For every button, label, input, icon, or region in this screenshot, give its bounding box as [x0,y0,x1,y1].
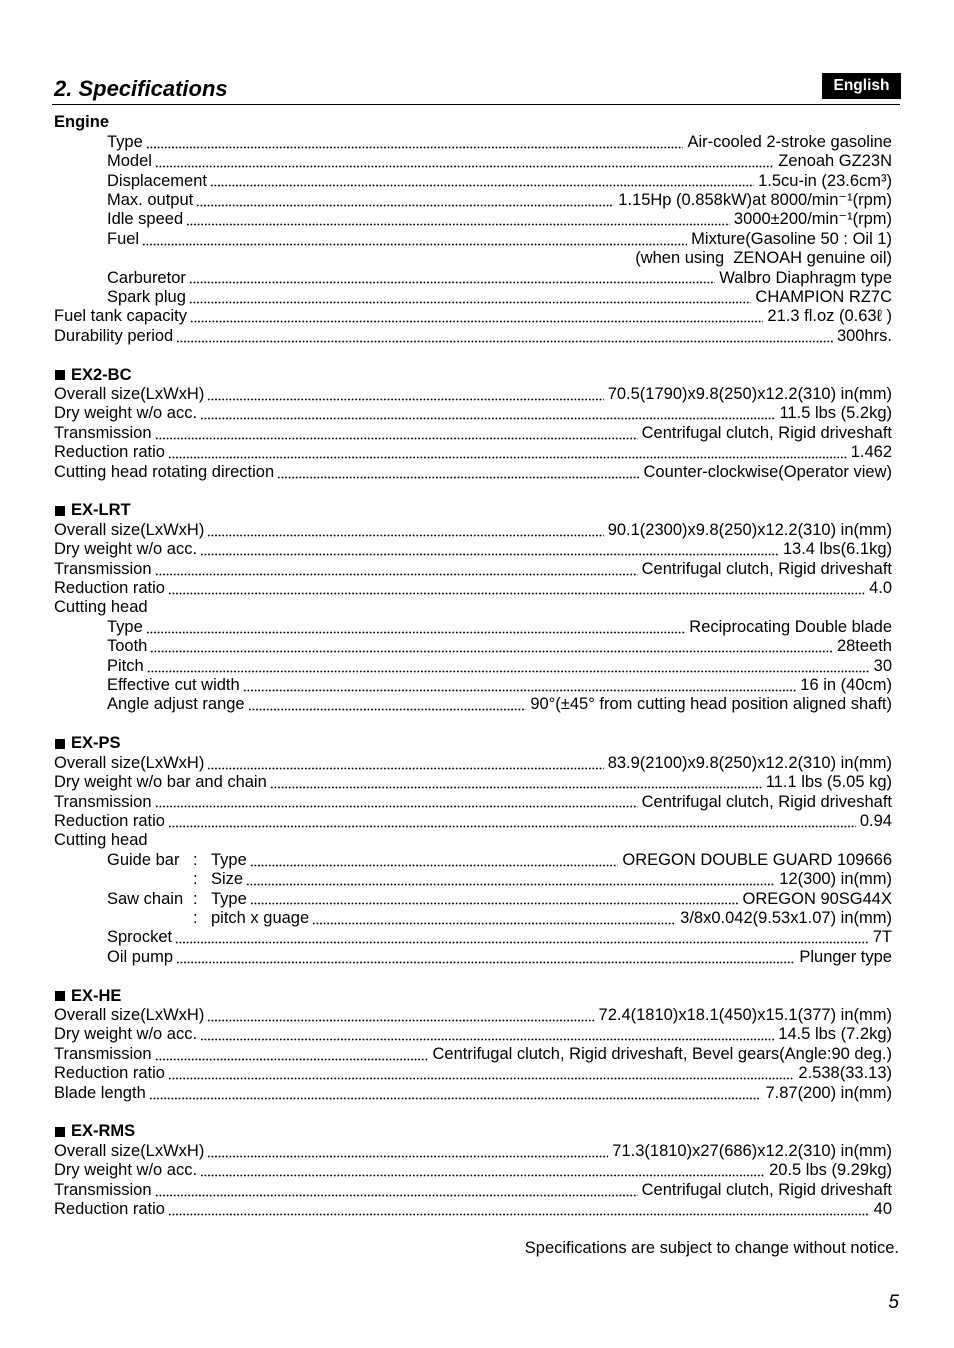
spec-value: 40 [873,1200,892,1219]
spec-value: Centrifugal clutch, Rigid driveshaft [641,792,892,811]
spec-row [54,793,892,812]
spec-row [54,521,892,540]
dot-leader [155,793,638,812]
spec-value: 28teeth [836,637,892,656]
spec-row [54,560,892,579]
spec-row [54,928,892,947]
spec-value: 72.4(1810)x18.1(450)x15.1(377) in(mm) [598,1005,892,1024]
dot-leader [210,172,754,191]
dot-leader [155,1045,429,1064]
spec-sublabel: Type [211,889,247,908]
label-separator: : [193,850,198,869]
spec-value: 14.5 lbs (7.2kg) [778,1025,892,1044]
dot-leader [142,230,687,249]
spec-row [54,540,892,559]
dot-leader [146,133,684,152]
spec-row [54,385,892,404]
section-heading [54,113,892,132]
spec-row [54,637,892,656]
dot-leader [155,424,638,443]
spec-label: Transmission [54,792,152,811]
dot-leader [155,152,774,171]
dot-leader [207,1006,594,1025]
spec-value: 300hrs. [836,326,892,345]
spec-value: Counter-clockwise(Operator view) [643,462,892,481]
spec-label: Pitch [107,656,144,675]
change-notice: Specifications are subject to change without notice. [524,1239,899,1258]
spec-label: Type [107,617,143,636]
spec-value: Mixture(Gasoline 50 : Oil 1) [691,229,892,248]
spec-row [54,909,892,928]
spec-row [54,443,892,462]
dot-leader [150,637,833,656]
spec-value: 21.3 fl.oz (0.63ℓ ) [767,307,892,326]
language-badge: English [822,73,901,99]
spec-label: Model [107,152,152,171]
spec-value: 20.5 lbs (9.29kg) [769,1161,892,1180]
spec-value: 1.15Hp (0.858kW)at 8000/min⁻¹(rpm) [618,190,892,209]
dot-leader [168,1064,794,1083]
dot-leader [155,560,638,579]
dot-leader [200,1025,774,1044]
spec-label: Reduction ratio [54,443,165,462]
spec-value: 90.1(2300)x9.8(250)x12.2(310) in(mm) [607,520,892,539]
spec-row [54,1181,892,1200]
spec-label: Sprocket [107,928,173,947]
dot-leader [189,269,715,288]
spec-label: Guide bar [107,850,180,869]
dot-leader [270,773,762,792]
spec-value: Plunger type [799,947,892,966]
spec-label: Reduction ratio [54,1200,165,1219]
spec-row [54,579,892,598]
spec-value: 16 in (40cm) [800,676,892,695]
dot-leader [176,948,795,967]
dot-leader [168,1200,870,1219]
section-heading-text: EX-PS [71,734,121,753]
spec-label: Tooth [107,637,148,656]
dot-leader [248,695,527,714]
spec-row [54,618,892,637]
spec-row [54,1084,892,1103]
spec-label: Blade length [54,1083,146,1102]
spec-label: Dry weight w/o acc. [54,540,198,559]
dot-leader [168,812,856,831]
spec-value: Centrifugal clutch, Rigid driveshaft [641,1180,892,1199]
spec-value: 4.0 [869,579,892,598]
spec-row [54,695,892,714]
spec-value: Walbro Diaphragm type [719,268,892,287]
spec-value: 3000±200/min⁻¹(rpm) [733,210,892,229]
spec-value: 12(300) in(mm) [779,870,892,889]
spec-value: 0.94 [859,811,892,830]
spec-value: 7.87(200) in(mm) [765,1083,892,1102]
spec-label: Transmission [54,1180,152,1199]
spec-label: Overall size(LxWxH) [54,1141,205,1160]
black-square-icon [55,991,65,1001]
spec-row [54,172,892,191]
dot-leader [250,890,739,909]
dot-leader [146,618,686,637]
dot-leader [149,1084,762,1103]
black-square-icon [55,370,65,380]
spec-label: Type [107,132,143,151]
spec-row [54,851,892,870]
spec-section [54,366,892,482]
spec-section [54,734,892,967]
spec-value: 83.9(2100)x9.8(250)x12.2(310) in(mm) [607,753,892,772]
spec-row [54,890,892,909]
dot-leader [207,1142,608,1161]
spec-row [54,133,892,152]
dot-leader [207,385,603,404]
spec-label: Cutting head [54,598,148,617]
section-heading-text: EX-RMS [71,1122,136,1141]
label-separator: : [193,889,198,908]
spec-row [54,307,892,326]
spec-row [54,676,892,695]
spec-row [54,1064,892,1083]
dot-leader [196,191,614,210]
label-spacer [107,870,193,889]
spec-group-label [54,598,892,617]
spec-value: CHAMPION RZ7C [755,287,892,306]
dot-leader [155,1181,638,1200]
spec-value: 71.3(1810)x27(686)x12.2(310) in(mm) [612,1141,892,1160]
spec-value: 1.462 [850,443,892,462]
spec-row [54,210,892,229]
spec-label: Max. output [107,190,194,209]
dot-leader [190,307,763,326]
section-heading [54,987,892,1006]
dot-leader [200,404,775,423]
dot-leader [175,928,869,947]
spec-value: OREGON DOUBLE GUARD 109666 [622,850,892,869]
spec-sublabel: Type [211,850,247,869]
spec-label: Spark plug [107,287,186,306]
spec-row [54,948,892,967]
spec-row [54,657,892,676]
spec-sublabel: pitch x guage [211,908,310,927]
dot-leader [200,540,779,559]
spec-value: 2.538(33.13) [798,1064,892,1083]
label-separator: : [193,908,198,927]
dot-leader [312,909,676,928]
spec-row [54,230,892,249]
section-heading-text: Engine [54,113,110,132]
section-heading [54,366,892,385]
spec-label: Dry weight w/o acc. [54,1025,198,1044]
spec-value: 13.4 lbs(6.1kg) [782,540,892,559]
spec-row [54,1045,892,1064]
spec-row [54,424,892,443]
dot-leader [207,521,603,540]
spec-value: 90°(±45° from cutting head position aligned shaft) [530,695,892,714]
spec-value: Reciprocating Double blade [689,617,892,636]
header-rule [52,104,900,106]
spec-label: Idle speed [107,210,184,229]
dot-leader [207,754,603,773]
spec-label: Reduction ratio [54,811,165,830]
spec-row [54,327,892,346]
spec-label: Cutting head rotating direction [54,462,275,481]
dot-leader [186,210,730,229]
spec-label: Transmission [54,1044,152,1063]
dot-leader [168,443,847,462]
spec-row [54,773,892,792]
spec-label: Dry weight w/o acc. [54,404,198,423]
spec-row [54,269,892,288]
dot-leader [277,463,639,482]
spec-value: Centrifugal clutch, Rigid driveshaft [641,559,892,578]
spec-value: Air-cooled 2-stroke gasoline [687,132,892,151]
spec-label: Cutting head [54,831,148,850]
spec-label: Angle adjust range [107,695,245,714]
spec-label: Overall size(LxWxH) [54,384,205,403]
spec-row [54,754,892,773]
spec-value-continued [54,249,892,268]
spec-label: Effective cut width [107,676,240,695]
spec-value: 30 [873,656,892,675]
page-number: 5 [888,1292,899,1313]
spec-label: Dry weight w/o bar and chain [54,773,267,792]
spec-row [54,812,892,831]
section-heading [54,734,892,753]
dot-leader [168,579,865,598]
section-heading-text: EX-HE [71,986,122,1005]
specifications-list [54,113,892,1219]
section-heading [54,1122,892,1141]
section-heading-text: EX-LRT [71,501,131,520]
spec-section [54,501,892,714]
dot-leader [243,676,797,695]
spec-section [54,1122,892,1219]
spec-row [54,1006,892,1025]
spec-value: 11.5 lbs (5.2kg) [779,404,892,423]
spec-value: OREGON 90SG44X [742,889,892,908]
spec-label: Displacement [107,171,207,190]
spec-value: 70.5(1790)x9.8(250)x12.2(310) in(mm) [607,384,892,403]
black-square-icon [55,1127,65,1137]
spec-row [54,1142,892,1161]
spec-row [54,288,892,307]
spec-row [54,1025,892,1044]
spec-label: Fuel [107,229,140,248]
spec-label: Transmission [54,423,152,442]
black-square-icon [55,506,65,516]
spec-label: Reduction ratio [54,1064,165,1083]
spec-label: Saw chain [107,889,184,908]
page-title: 2. Specifications [54,76,228,101]
spec-label: Dry weight w/o acc. [54,1161,198,1180]
spec-label: Reduction ratio [54,579,165,598]
spec-section [54,113,892,346]
dot-leader [200,1161,765,1180]
section-heading-text: EX2-BC [71,365,132,384]
spec-row [54,1161,892,1180]
section-heading [54,501,892,520]
spec-row [54,152,892,171]
spec-group-label [54,831,892,850]
spec-label: Durability period [54,326,174,345]
spec-value: Centrifugal clutch, Rigid driveshaft [641,423,892,442]
dot-leader [250,851,619,870]
spec-row [54,1200,892,1219]
spec-value: 1.5cu-in (23.6cm³) [758,171,892,190]
spec-label: Oil pump [107,947,174,966]
spec-sublabel: Size [211,870,244,889]
dot-leader [246,870,775,889]
spec-label: Overall size(LxWxH) [54,753,205,772]
label-separator: : [193,870,198,889]
spec-value: 7T [872,928,892,947]
dot-leader [189,288,752,307]
spec-label: Overall size(LxWxH) [54,520,205,539]
spec-label: Transmission [54,559,152,578]
spec-row [54,463,892,482]
spec-label: Carburetor [107,268,186,287]
spec-value: 11.1 lbs (5.05 kg) [765,773,892,792]
dot-leader [147,657,870,676]
black-square-icon [55,739,65,749]
spec-row [54,870,892,889]
spec-label: Fuel tank capacity [54,307,187,326]
spec-section [54,987,892,1103]
spec-row [54,404,892,423]
label-spacer [107,909,193,928]
spec-value: Centrifugal clutch, Rigid driveshaft, Bevel gears(Angle:90 deg.) [432,1044,892,1063]
dot-leader [176,327,833,346]
spec-value: Zenoah GZ23N [778,152,892,171]
spec-value: (when using ZENOAH genuine oil) [635,249,892,268]
spec-label: Overall size(LxWxH) [54,1005,205,1024]
spec-value: 3/8x0.042(9.53x1.07) in(mm) [680,908,892,927]
spec-row [54,191,892,210]
